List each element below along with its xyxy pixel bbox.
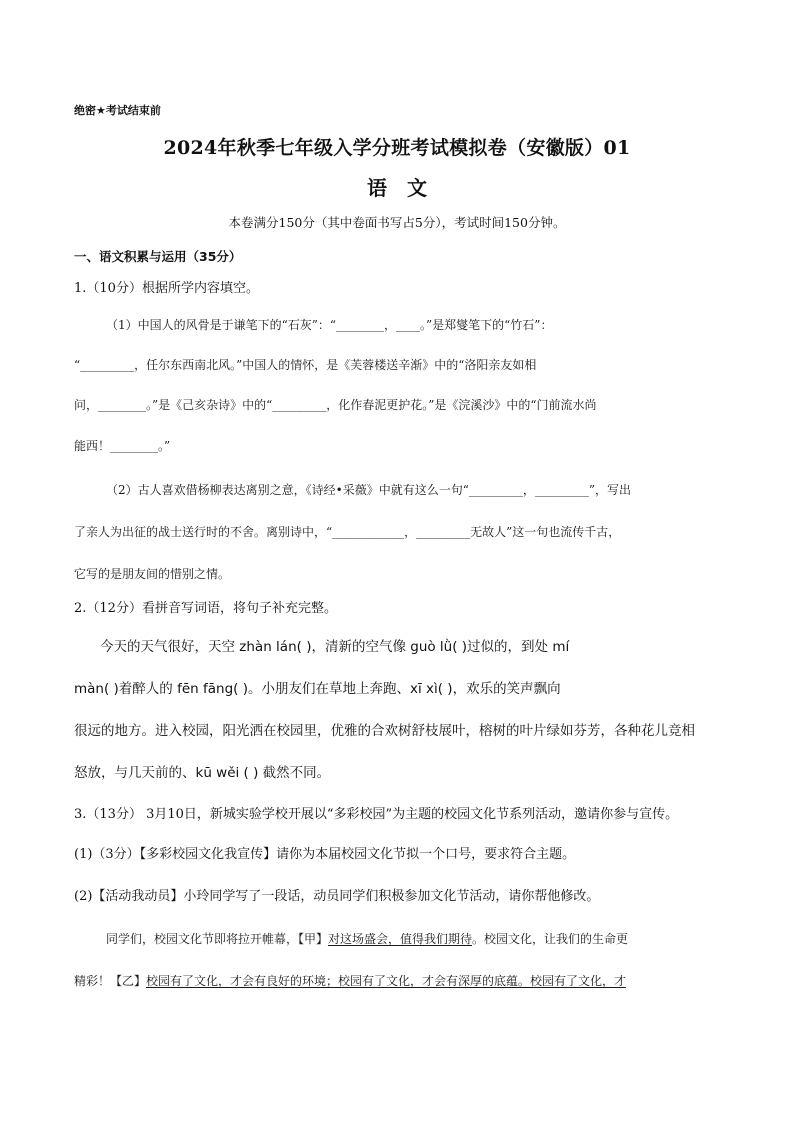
q3-para-1-b: 。校园文化，让我们的生命更 (472, 932, 629, 946)
q3-para-2-a: 精彩！【乙】 (74, 974, 147, 988)
q1-line-4: 能西！________。” (74, 439, 171, 453)
subject-title (0, 175, 794, 201)
q1-line-7: 它写的是朋友间的惜别之情。 (74, 567, 231, 581)
q2-line-4: 怒放，与几天前的、kū wěi ( ) 截然不同。 (74, 765, 331, 781)
q1-line-5: （2）古人喜欢借杨柳表达离别之意，《诗经•采薇》中就有这么一句“_________，_________”，写出 (106, 483, 631, 497)
subject-char-1: 语 (367, 176, 387, 200)
q1-line-3: 问，________。”是《己亥杂诗》中的“_________，化作春泥更护花。”是《浣溪沙》中的“门前流水尚 (74, 398, 597, 412)
q2-line-1: 今天的天气很好，天空 zhàn lán( )，清新的空气像 guò lǜ( )过似的，到处 mí (100, 639, 570, 655)
q1-line-6: 了亲人为出征的战士送行时的不舍。离别诗中，“____________，_________无故人”这一句也流传千古， (74, 525, 621, 539)
q3-paragraph-line-2 (74, 972, 626, 990)
q3-sub-1: (1)（3分）【多彩校园文化我宣传】请你为本届校园文化节拟一个口号，要求符合主题。 (74, 847, 576, 862)
q3-para-2-underlined: 校园有了文化，才会有良好的环境；校园有了文化，才会有深厚的底蕴。校园有了文化，才 (146, 974, 627, 988)
q1-line-1: （1）中国人的风骨是于谦笔下的“石灰”：“________，____。”是郑燮笔下的“竹石”： (106, 318, 553, 332)
q3-para-1-underlined: 对这场盛会，值得我们期待 (328, 932, 473, 946)
q1-line-2: “_________，任尔东西南北风。”中国人的情怀，是《芙蓉楼送辛渐》中的“洛阳亲友如相 (74, 358, 537, 372)
question-3-stem: 3.（13分） 3月10日，新城实验学校开展以“多彩校园”为主题的校园文化节系列活动，邀请你参与宣传。 (74, 807, 679, 822)
section-heading: 一、语文积累与运用（35分） (74, 249, 242, 264)
q3-sub-2: (2)【活动我动员】小玲同学写了一段话，动员同学们积极参加文化节活动，请你帮他修改。 (74, 889, 600, 904)
exam-note: 本卷满分150分（其中卷面书写占5分），考试时间150分钟。 (228, 215, 566, 230)
q2-line-2: màn( )着醉人的 fēn fāng( )。小朋友们在草地上奔跑、xī xì( )，欢乐的笑声飘向 (74, 681, 561, 697)
q3-para-1-a: 同学们，校园文化节即将拉开帷幕，【甲】 (106, 932, 329, 946)
question-2-stem: 2.（12分）看拼音写词语，将句子补充完整。 (74, 601, 337, 616)
question-1-stem: 1.（10分）根据所学内容填空。 (74, 281, 259, 296)
q3-paragraph-line-1 (106, 930, 628, 948)
subject-char-2: 文 (407, 176, 427, 200)
confidential-label: 绝密★考试结束前 (74, 104, 161, 117)
q2-line-3: 很远的地方。进入校园，阳光洒在校园里，优雅的合欢树舒枝展叶，榕树的叶片绿如芬芳，各种花儿竞相 (74, 723, 695, 739)
page-title: 2024年秋季七年级入学分班考试模拟卷（安徽版）01 (163, 137, 631, 159)
